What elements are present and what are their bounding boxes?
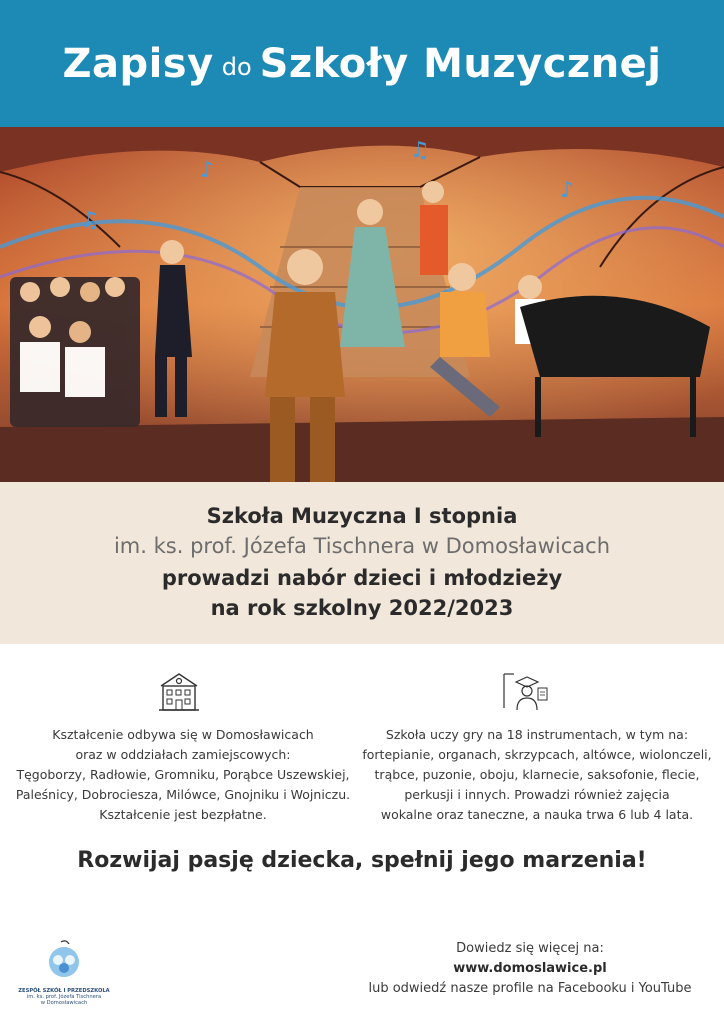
info-left-line: Kształcenie odbywa się w Domosławicach	[52, 727, 314, 742]
logo-line2: im. ks. prof. Józefa Tischnera	[26, 994, 102, 1000]
school-logo	[14, 940, 114, 1016]
logo-line3: w Domosławicach	[40, 1000, 88, 1006]
intro-panel	[0, 482, 724, 644]
info-right-line: wokalne oraz taneczne, a nauka trwa 6 lub 4 lata.	[380, 807, 694, 822]
school-year-line: na rok szkolny 2022/2023	[210, 596, 514, 620]
footer-info	[360, 939, 700, 999]
title-part2: Szkoły Muzycznej	[259, 40, 662, 87]
music-note-4: ♫	[80, 208, 100, 233]
info-left-line: Kształcenie jest bezpłatne.	[99, 807, 267, 822]
info-instruments	[356, 725, 718, 825]
footer-line1: Dowiedz się więcej na:	[456, 941, 604, 956]
concert-illustration	[0, 127, 724, 482]
orchestra	[10, 277, 140, 427]
footer-line3: lub odwiedź nasze profile na Facebooku i YouTube	[368, 981, 692, 996]
music-note-3: ♪	[560, 178, 575, 203]
info-left-line: oraz w oddziałach zamiejscowych:	[75, 747, 291, 762]
website-link[interactable]: www.domoslawice.pl	[453, 961, 607, 976]
header-banner	[0, 0, 724, 127]
recruitment-line: prowadzi nabór dzieci i młodzieży	[161, 566, 563, 590]
info-left-line: Tęgoborzy, Radłowie, Gromniku, Porąbce Uszewskiej,	[16, 767, 350, 782]
slogan: Rozwijaj pasję dziecka, spełnij jego marzenia!	[77, 848, 647, 873]
info-right-line: perkusji i innych. Prowadzi również zajęcia	[404, 787, 670, 802]
school-patron: im. ks. prof. Józefa Tischnera w Domosławicach	[113, 534, 611, 558]
music-note-1: ♪	[200, 158, 215, 183]
info-right-line: fortepianie, organach, skrzypcach, altówce, wiolonczeli,	[362, 747, 712, 762]
school-emblem-icon	[44, 940, 84, 982]
info-left-line: Paleśnicy, Dobrociesza, Milówce, Gnojniku i Wojniczu.	[15, 787, 351, 802]
title-part1: Zapisy	[62, 40, 214, 87]
music-note-2: ♫	[410, 138, 430, 163]
info-right-line: Szkoła uczy gry na 18 instrumentach, w tym na:	[385, 727, 689, 742]
logo-line1: ZESPÓŁ SZKÓŁ I PRZEDSZKOLA	[18, 988, 110, 994]
graduate-teacher-icon	[500, 668, 550, 714]
title-connector: do	[221, 52, 252, 81]
info-locations	[8, 725, 358, 825]
school-building-icon	[156, 668, 202, 714]
school-name: Szkoła Muzyczna I stopnia	[206, 504, 518, 528]
info-right-line: trąbce, puzonie, oboju, klarnecie, saksofonie, flecie,	[374, 767, 700, 782]
